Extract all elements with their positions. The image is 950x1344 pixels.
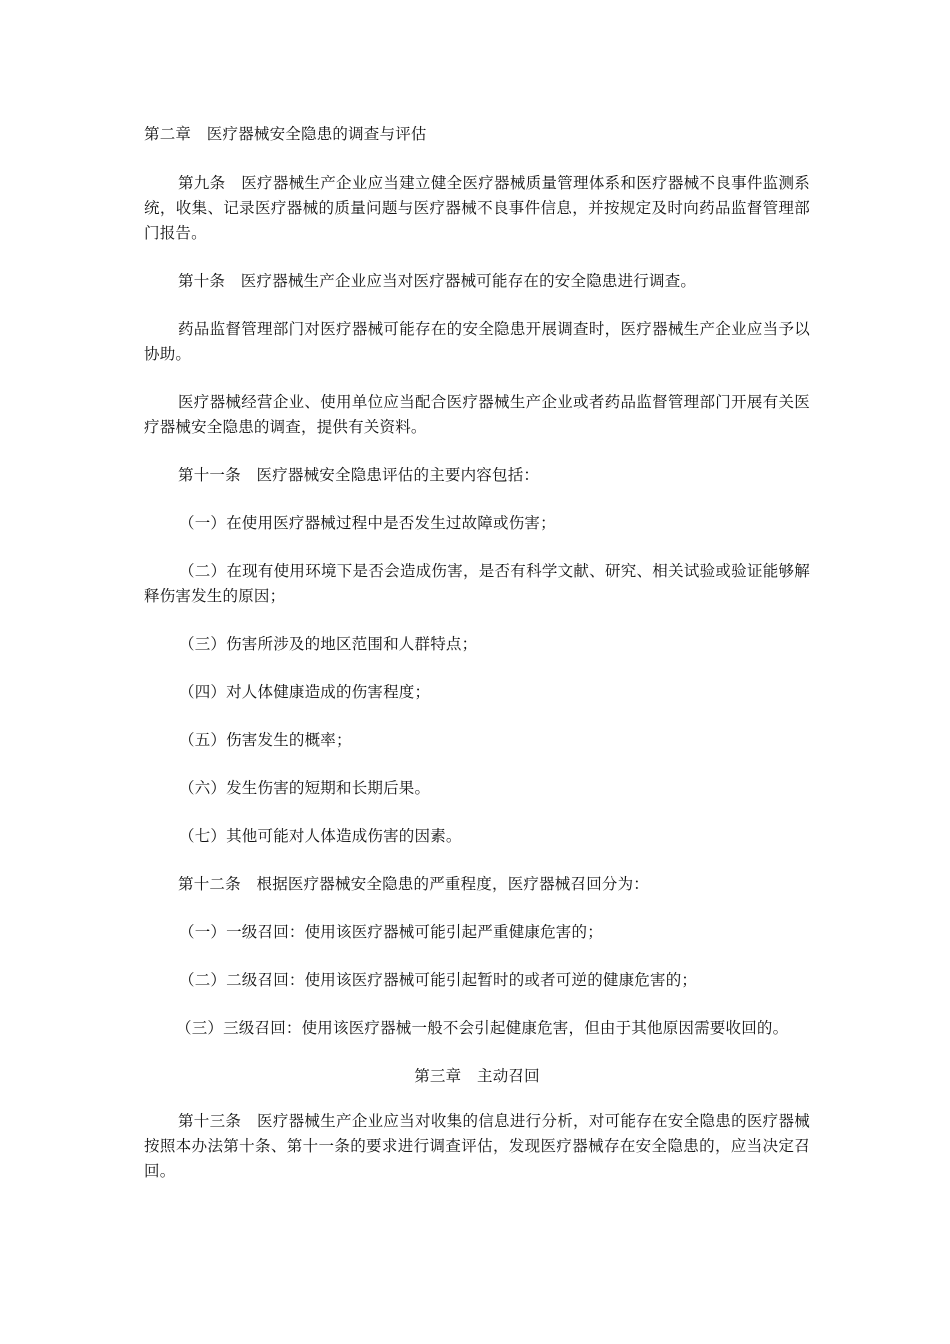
article-10-paragraph-2: 药品监督管理部门对医疗器械可能存在的安全隐患开展调查时，医疗器械生产企业应当予以协助。 — [144, 320, 810, 363]
article-12-item-3: （三）三级召回：使用该医疗器械一般不会引起健康危害，但由于其他原因需要收回的。 — [176, 1019, 789, 1037]
article-11-item-6: （六）发生伤害的短期和长期后果。 — [179, 779, 431, 797]
document-body — [144, 122, 810, 1207]
article-13: 第十三条 医疗器械生产企业应当对收集的信息进行分析，对可能存在安全隐患的医疗器械按照本办法第十条、第十一条的要求进行调查评估，发现医疗器械存在安全隐患的，应当决定召回。 — [144, 1112, 810, 1180]
article-11-item-2: （二）在现有使用环境下是否会造成伤害，是否有科学文献、研究、相关试验或验证能够解释伤害发生的原因； — [144, 562, 810, 605]
article-11-item-3: （三）伤害所涉及的地区范围和人群特点； — [179, 635, 478, 653]
article-11-item-5: （五）伤害发生的概率； — [179, 731, 352, 749]
chapter-2-title: 第二章 医疗器械安全隐患的调查与评估 — [144, 125, 427, 143]
chapter-3-title: 第三章 主动召回 — [414, 1067, 540, 1085]
article-12: 第十二条 根据医疗器械安全隐患的严重程度，医疗器械召回分为： — [178, 875, 650, 893]
article-10-paragraph-3: 医疗器械经营企业、使用单位应当配合医疗器械生产企业或者药品监督管理部门开展有关医疗器械安全隐患的调查，提供有关资料。 — [144, 393, 810, 436]
article-11: 第十一条 医疗器械安全隐患评估的主要内容包括： — [178, 466, 540, 484]
article-11-item-4: （四）对人体健康造成的伤害程度； — [179, 683, 431, 701]
article-10: 第十条 医疗器械生产企业应当对医疗器械可能存在的安全隐患进行调查。 — [178, 272, 697, 290]
article-12-item-2: （二）二级召回：使用该医疗器械可能引起暂时的或者可逆的健康危害的； — [179, 971, 698, 989]
article-11-item-7: （七）其他可能对人体造成伤害的因素。 — [179, 827, 462, 845]
article-11-item-1: （一）在使用医疗器械过程中是否发生过故障或伤害； — [179, 514, 556, 532]
article-12-item-1: （一）一级召回：使用该医疗器械可能引起严重健康危害的； — [179, 923, 603, 941]
article-9: 第九条 医疗器械生产企业应当建立健全医疗器械质量管理体系和医疗器械不良事件监测系统，收集、记录医疗器械的质量问题与医疗器械不良事件信息，并按规定及时向药品监督管理部门报告。 — [144, 174, 810, 242]
